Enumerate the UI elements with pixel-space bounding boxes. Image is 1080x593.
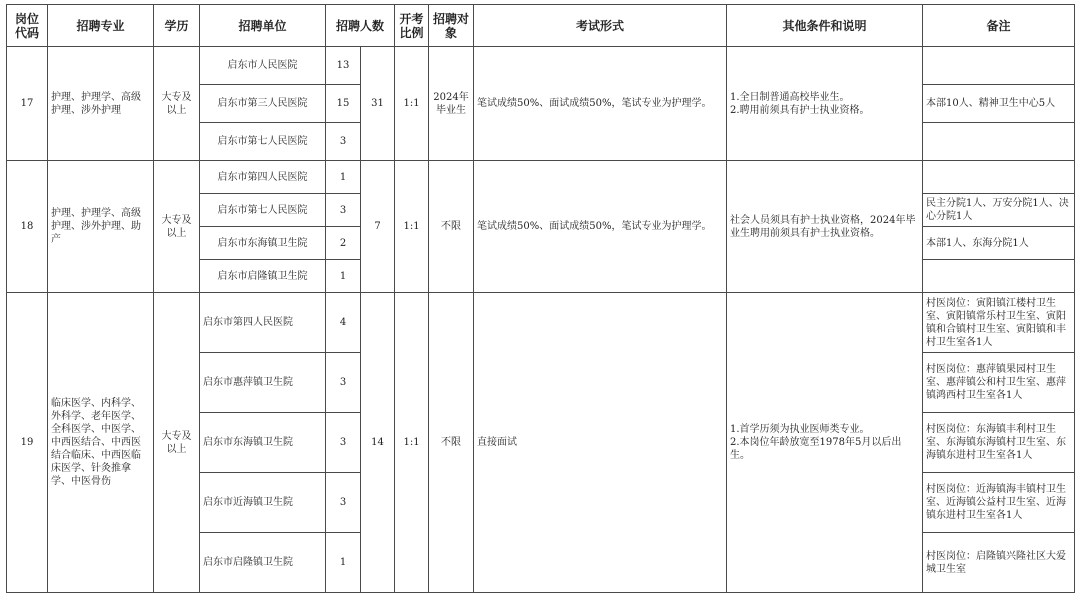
header-major: 招聘专业 [48,5,154,47]
post-code: 17 [7,47,48,161]
header-conditions: 其他条件和说明 [727,5,923,47]
unit-name: 启东市东海镇卫生院 [200,227,326,260]
unit-count: 1 [326,161,361,194]
post-ratio: 1:1 [395,47,429,161]
unit-count: 3 [326,123,361,161]
post-code: 18 [7,161,48,293]
post-edu: 大专及以上 [154,47,200,161]
table-row [7,161,1075,194]
post-exam: 直接面试 [474,293,727,593]
header-unit: 招聘单位 [200,5,326,47]
post-target: 不限 [429,293,474,593]
unit-name: 启东市第四人民医院 [200,293,326,353]
header-ratio: 开考比例 [395,5,429,47]
unit-name: 启东市惠萍镇卫生院 [200,353,326,413]
unit-remark [923,47,1075,85]
post-total: 14 [361,293,395,593]
unit-remark: 本部10人、精神卫生中心5人 [923,85,1075,123]
unit-remark: 本部1人、东海分院1人 [923,227,1075,260]
unit-name: 启东市近海镇卫生院 [200,473,326,533]
table-row [7,293,1075,353]
unit-remark: 村医岗位：惠萍镇果园村卫生室、惠萍镇公和村卫生室、惠萍镇鸿西村卫生室各1人 [923,353,1075,413]
unit-count: 3 [326,353,361,413]
unit-name: 启东市第四人民医院 [200,161,326,194]
post-target: 不限 [429,161,474,293]
unit-count: 15 [326,85,361,123]
unit-remark [923,161,1075,194]
unit-name: 启东市第三人民医院 [200,85,326,123]
header-remarks: 备注 [923,5,1075,47]
post-total: 7 [361,161,395,293]
unit-name: 启东市人民医院 [200,47,326,85]
post-exam: 笔试成绩50%、面试成绩50%，笔试专业为护理学。 [474,47,727,161]
unit-count: 3 [326,194,361,227]
unit-remark: 村医岗位：寅阳镇江楼村卫生室、寅阳镇常乐村卫生室、寅阳镇和合镇村卫生室、寅阳镇和丰村卫生室各1人 [923,293,1075,353]
post-conditions: 1.首学历须为执业医师类专业。 2.本岗位年龄放宽至1978年5月以后出生。 [727,293,923,593]
post-conditions: 社会人员须具有护士执业资格，2024年毕业生聘用前须具有护士执业资格。 [727,161,923,293]
post-code: 19 [7,293,48,593]
unit-count: 3 [326,473,361,533]
unit-count: 2 [326,227,361,260]
header-exam: 考试形式 [474,5,727,47]
table-row [7,47,1075,85]
unit-remark: 村医岗位：东海镇丰利村卫生室、东海镇东海镇村卫生室、东海镇东进村卫生室各1人 [923,413,1075,473]
unit-remark [923,260,1075,293]
header-row [7,5,1075,47]
header-count: 招聘人数 [326,5,395,47]
unit-name: 启东市启隆镇卫生院 [200,260,326,293]
header-target: 招聘对象 [429,5,474,47]
post-conditions: 1.全日制普通高校毕业生。 2.聘用前须具有护士执业资格。 [727,47,923,161]
unit-remark [923,123,1075,161]
post-ratio: 1:1 [395,293,429,593]
recruitment-table [6,4,1075,593]
post-major: 护理、护理学、高级护理、涉外护理、助产 [48,161,154,293]
unit-count: 4 [326,293,361,353]
post-exam: 笔试成绩50%、面试成绩50%，笔试专业为护理学。 [474,161,727,293]
unit-remark: 村医岗位：启隆镇兴隆社区大爱城卫生室 [923,533,1075,593]
unit-name: 启东市启隆镇卫生院 [200,533,326,593]
header-edu: 学历 [154,5,200,47]
unit-count: 3 [326,413,361,473]
unit-remark: 民主分院1人、万安分院1人、决心分院1人 [923,194,1075,227]
unit-remark: 村医岗位：近海镇海丰镇村卫生室、近海镇公益村卫生室、近海镇东进村卫生室各1人 [923,473,1075,533]
unit-count: 13 [326,47,361,85]
post-major: 临床医学、内科学、外科学、老年医学、全科医学、中医学、中西医结合、中西医结合临床、中西医临床医学、针灸推拿学、中医骨伤 [48,293,154,593]
post-total: 31 [361,47,395,161]
unit-name: 启东市东海镇卫生院 [200,413,326,473]
header-code: 岗位代码 [7,5,48,47]
unit-name: 启东市第七人民医院 [200,123,326,161]
post-major: 护理、护理学、高级护理、涉外护理 [48,47,154,161]
post-ratio: 1:1 [395,161,429,293]
post-target: 2024年毕业生 [429,47,474,161]
post-edu: 大专及以上 [154,293,200,593]
unit-count: 1 [326,260,361,293]
post-edu: 大专及以上 [154,161,200,293]
unit-count: 1 [326,533,361,593]
unit-name: 启东市第七人民医院 [200,194,326,227]
